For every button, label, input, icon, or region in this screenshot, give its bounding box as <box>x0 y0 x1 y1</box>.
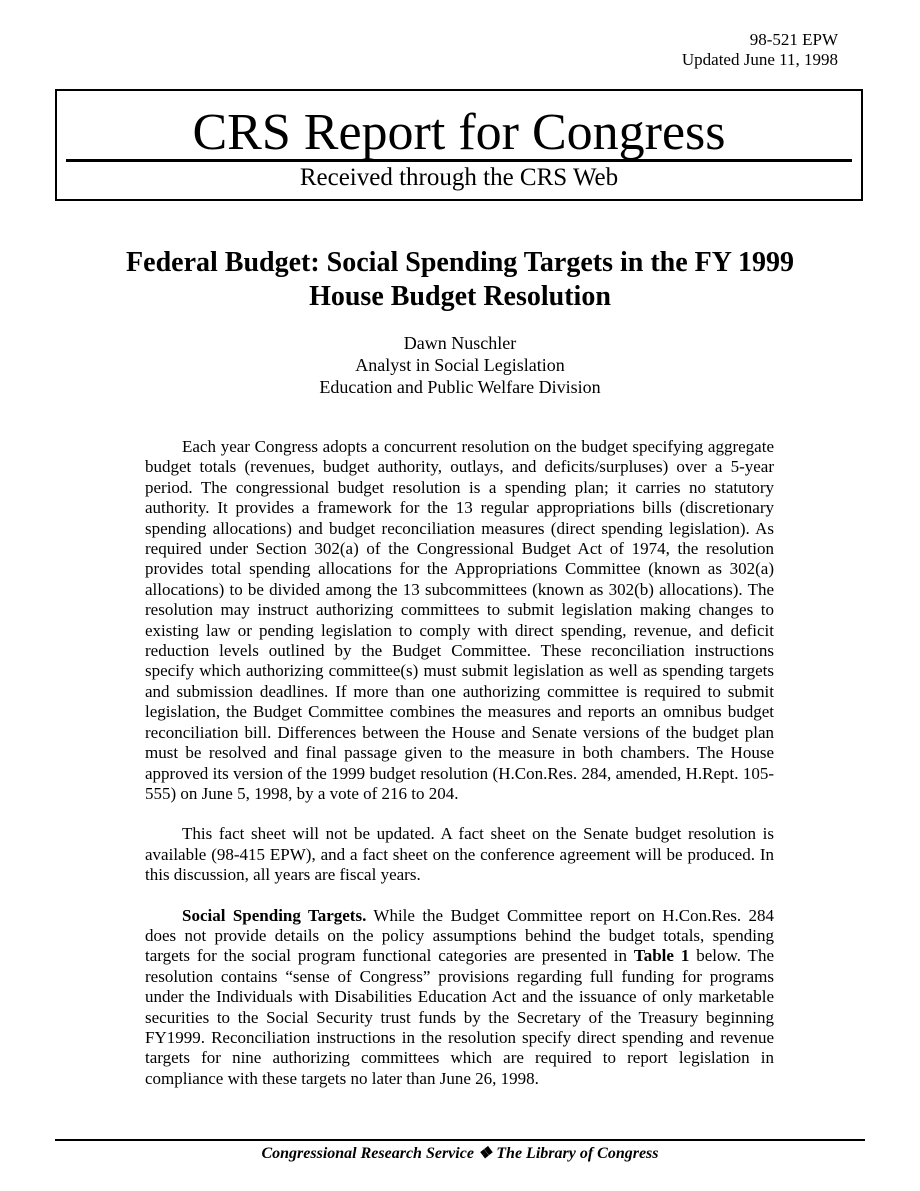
report-number: 98-521 EPW <box>749 30 838 49</box>
footer-divider <box>55 1139 865 1141</box>
banner-divider <box>66 159 852 162</box>
table-reference: Table 1 <box>633 946 690 966</box>
page-footer: Congressional Research Service ❖ The Library of Congress <box>261 1145 659 1162</box>
banner-title: CRS Report for Congress <box>192 104 726 161</box>
paragraph-text: below. The resolution contains “sense of Congress” provisions regarding full funding for programs under the Individuals with Disabilities Education Act and the issuance of only marketable securities to the Social Security trust funds by the Secretary of the Treasury beginning FY1999. Reconciliation instructions in the resolution specify direct spending and revenue targets for nine authorizing committees which are required to report legislation in compliance with these targets no later than June 26, 1998. <box>145 946 774 1088</box>
paragraph-overview: Each year Congress adopts a concurrent resolution on the budget specifying aggregate budget totals (revenues, budget authority, outlays, and deficits/surpluses) over a 5-year period. The congressional budget resolution is a spending plan; it carries no statutory authority. It provides a framework for the 13 regular appropriations bills (discretionary spending allocations) and budget reconciliation measures (direct spending legislation). As required under Section 302(a) of the Congressional Budget Act of 1974, the resolution provides total spending allocations for the Appropriations Committee (known as 302(a) allocations) to be divided among the 13 subcommittees (known as 302(b) allocations). The resolution may instruct authorizing committees to submit legislation making changes to existing law or pending legislation to comply with direct spending, revenue, and deficit reduction levels outlined by the Budget Committee. These reconciliation instructions specify which authorizing committee(s) must submit legislation as well as spending targets and submission deadlines. If more than one authorizing committee is required to submit legislation, the Budget Committee combines the measures and reports an omnibus budget reconciliation bill. Differences between the House and Senate versions of the budget plan must be resolved and final passage given to the measure in both chambers. The House approved its version of the 1999 budget resolution (H.Con.Res. 284, amended, H.Rept. 105-555) on June 5, 1998, by a vote of 216 to 204. <box>145 437 774 803</box>
author-block <box>0 332 920 398</box>
author-title: Analyst in Social Legislation <box>355 355 565 375</box>
section-heading: Social Spending Targets. <box>182 905 367 925</box>
updated-date: Updated June 11, 1998 <box>681 50 838 69</box>
author-name: Dawn Nuschler <box>403 333 517 353</box>
report-title: Federal Budget: Social Spending Targets in the FY 1999 House Budget Resolution <box>126 247 794 312</box>
paragraph-social-spending-targets <box>145 906 774 1090</box>
report-identifier <box>682 30 838 70</box>
paragraph-text: While the Budget Committee report on H.Con.Res. 284 does not provide details on the policy assumptions behind the budget totals, spending targets for the social program functional categories are presented in <box>145 905 775 966</box>
crs-banner <box>55 89 863 201</box>
paragraph-fact-sheet-note: This fact sheet will not be updated. A fact sheet on the Senate budget resolution is available (98-415 EPW), and a fact sheet on the conference agreement will be produced. In this discussion, all years are fiscal years. <box>145 824 774 885</box>
banner-subtitle: Received through the CRS Web <box>299 164 619 191</box>
author-division: Education and Public Welfare Division <box>319 377 601 397</box>
report-body <box>145 437 774 1109</box>
